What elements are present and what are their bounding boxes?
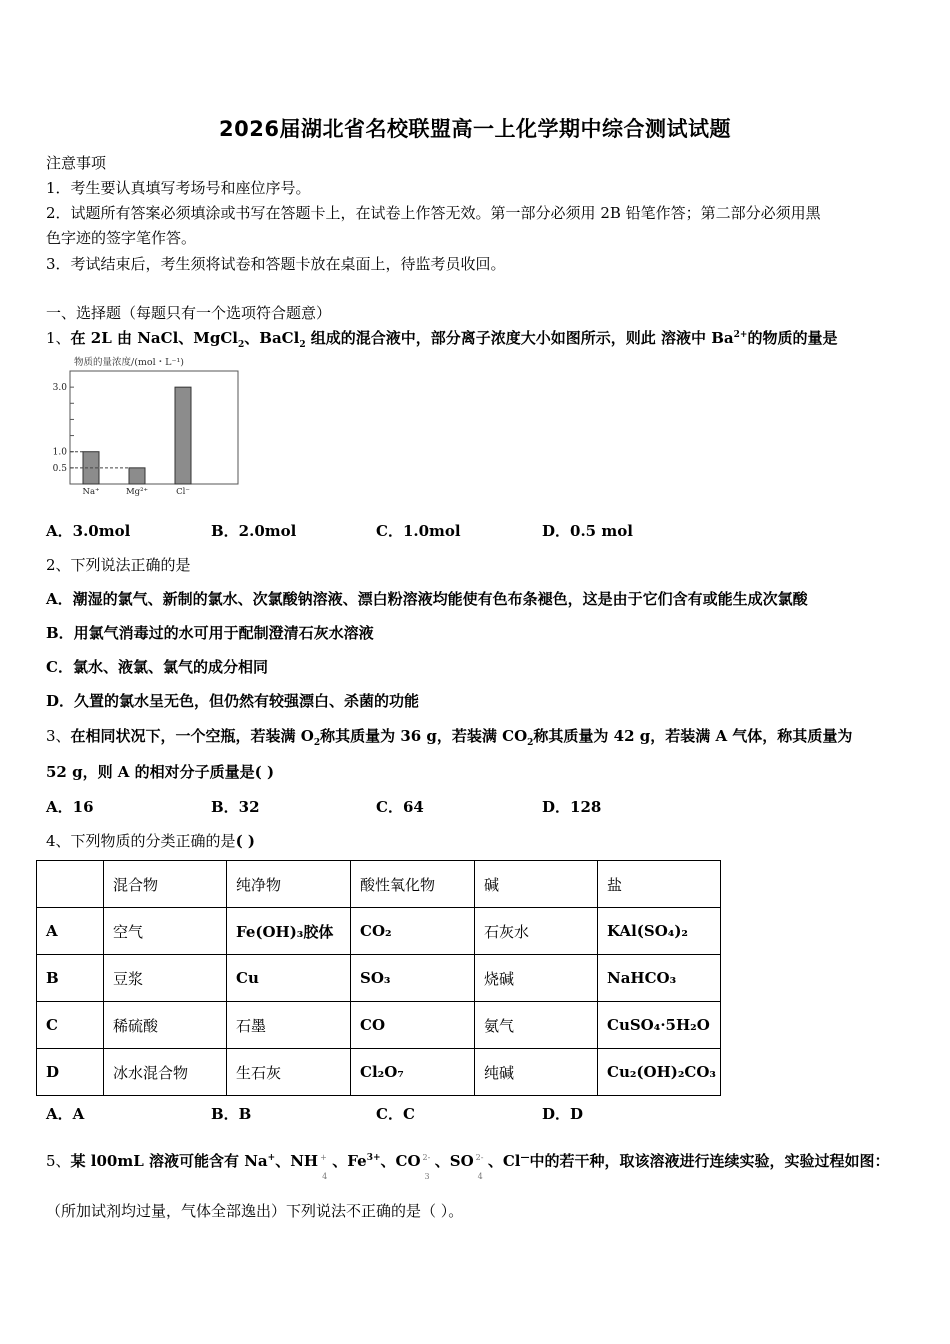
q1-option-d[interactable]: D．0.5 mol [542, 522, 633, 540]
notice-item-1: 1．考生要认真填写考场号和座位序号。 [46, 179, 311, 197]
y-tick-label: 3.0 [52, 383, 67, 394]
y-tick-label: 1.0 [52, 447, 67, 458]
ion-concentration-chart [44, 352, 244, 502]
question-5-stem-cont: （所加试剂均过量，气体全部逸出）下列说法不正确的是（ ）。 [46, 1202, 464, 1220]
x-axis [83, 487, 190, 497]
q2-option-a[interactable]: A．潮湿的氯气、新制的氯水、次氯酸钠溶液、漂白粉溶液均能使有色布条褪色，这是由于它们含有或能生成次氯酸 [46, 590, 808, 608]
question-3-stem-cont: 52 g，则 A 的相对分子质量是( ) [46, 763, 275, 781]
table-header-cell: 酸性氧化物 [351, 861, 475, 908]
question-number: 5、 [46, 1152, 71, 1170]
notice-item-2-cont: 色字迹的签字笔作答。 [46, 229, 197, 247]
table-header-cell: 纯净物 [227, 861, 351, 908]
table-cell: B [37, 955, 104, 1002]
table-cell: 豆浆 [104, 955, 227, 1002]
table-cell: D [37, 1049, 104, 1096]
q4-option-c[interactable]: C．C [376, 1105, 415, 1123]
q4-option-b[interactable]: B．B [211, 1105, 252, 1123]
table-cell: 烧碱 [475, 955, 598, 1002]
table-row [37, 1002, 721, 1049]
table-cell: 石灰水 [475, 908, 598, 955]
q3-option-a[interactable]: A．16 [46, 798, 94, 816]
x-tick-label: Mg²⁺ [125, 487, 149, 497]
table-cell: Cl₂O₇ [351, 1049, 475, 1096]
section-heading: 一、选择题（每题只有一个选项符合题意） [46, 304, 332, 322]
q1-option-b[interactable]: B．2.0mol [211, 522, 297, 540]
page-title: 2026届湖北省名校联盟高一上化学期中综合测试试题 [219, 117, 731, 141]
q3-option-d[interactable]: D．128 [542, 798, 602, 816]
table-header-row [37, 861, 721, 908]
notice-heading: 注意事项 [46, 154, 107, 172]
table-cell: 稀硫酸 [104, 1002, 227, 1049]
table-cell: 纯碱 [475, 1049, 598, 1096]
table-cell: 空气 [104, 908, 227, 955]
table-cell: CuSO₄·5H₂O [598, 1002, 721, 1049]
question-number: 4、 [46, 832, 71, 850]
table-cell: SO₃ [351, 955, 475, 1002]
table-cell: CO₂ [351, 908, 475, 955]
chart-title: 物质的量浓度/(mol・L⁻¹) [74, 357, 185, 368]
table-header-cell: 混合物 [104, 861, 227, 908]
table-cell: NaHCO₃ [598, 955, 721, 1002]
table-row [37, 1049, 721, 1096]
classification-table [36, 860, 721, 1096]
table-cell: 氨气 [475, 1002, 598, 1049]
q2-option-d[interactable]: D．久置的氯水呈无色，但仍然有较强漂白、杀菌的功能 [46, 692, 420, 710]
bars [70, 387, 191, 484]
question-5-stem: 5、某 l00mL 溶液可能含有 Na+、NH + 4 、$Fe^{3+}$、CO 2- 3 、SO 2- 4 、Cl—中的若干种，取该溶液进行连续实验，实验过程如图： [46, 1152, 890, 1181]
table-cell: Fe(OH)₃胶体 [227, 908, 351, 955]
q4-option-a[interactable]: A．A [46, 1105, 85, 1123]
table-cell: CO [351, 1002, 475, 1049]
table-cell: 冰水混合物 [104, 1049, 227, 1096]
x-tick-label: Na⁺ [82, 487, 100, 497]
table-cell: KAl(SO₄)₂ [598, 908, 721, 955]
table-row [37, 908, 721, 955]
y-axis [53, 383, 74, 474]
table-cell: A [37, 908, 104, 955]
q1-option-c[interactable]: C．1.0mol [376, 522, 461, 540]
question-number: 3、 [46, 727, 71, 745]
table-header-cell: 盐 [598, 861, 721, 908]
q1-option-a[interactable]: A．3.0mol [46, 522, 131, 540]
table-header-cell: 碱 [475, 861, 598, 908]
table-cell: Cu [227, 955, 351, 1002]
table-cell: C [37, 1002, 104, 1049]
question-2-stem: 2、下列说法正确的是 [46, 556, 191, 574]
table-cell: 石墨 [227, 1002, 351, 1049]
table-cell: 生石灰 [227, 1049, 351, 1096]
q2-option-b[interactable]: B．用氯气消毒过的水可用于配制澄清石灰水溶液 [46, 624, 374, 642]
question-number: 1、 [46, 329, 71, 347]
notice-item-3: 3．考试结束后，考生须将试卷和答题卡放在桌面上，待监考员收回。 [46, 255, 506, 273]
table-cell: Cu₂(OH)₂CO₃ [598, 1049, 721, 1096]
bar [129, 468, 145, 484]
x-tick-label: Cl⁻ [176, 487, 190, 497]
table-header-cell [37, 861, 104, 908]
table-row [37, 955, 721, 1002]
y-tick-label: 0.5 [52, 463, 67, 474]
q3-option-b[interactable]: B．32 [211, 798, 260, 816]
question-4-stem: 4、下列物质的分类正确的是( ) [46, 832, 255, 850]
notice-item-2: 2．试题所有答案必须填涂或书写在答题卡上，在试卷上作答无效。第一部分必须用 2B 铅笔作答；第二部分必须用黑 [46, 204, 821, 222]
bar [175, 387, 191, 484]
question-1-stem: 1、在 2L 由 NaCl、MgCl$_2$、BaCl$_2$ 组成的混合液中，部分离子浓度大小如图所示，则此 溶液中 $Ba^{2+}$的物质的量是 [46, 329, 838, 350]
question-3-stem: 3、在相同状况下，一个空瓶，若装满 $O_2$称其质量为 36 g，若装满 $CO_2$称其质量为 42 g，若装满 A 气体，称其质量为 [46, 727, 853, 748]
q4-option-d[interactable]: D．D [542, 1105, 584, 1123]
q3-option-c[interactable]: C．64 [376, 798, 424, 816]
q2-option-c[interactable]: C．氯水、液氯、氯气的成分相同 [46, 658, 268, 676]
